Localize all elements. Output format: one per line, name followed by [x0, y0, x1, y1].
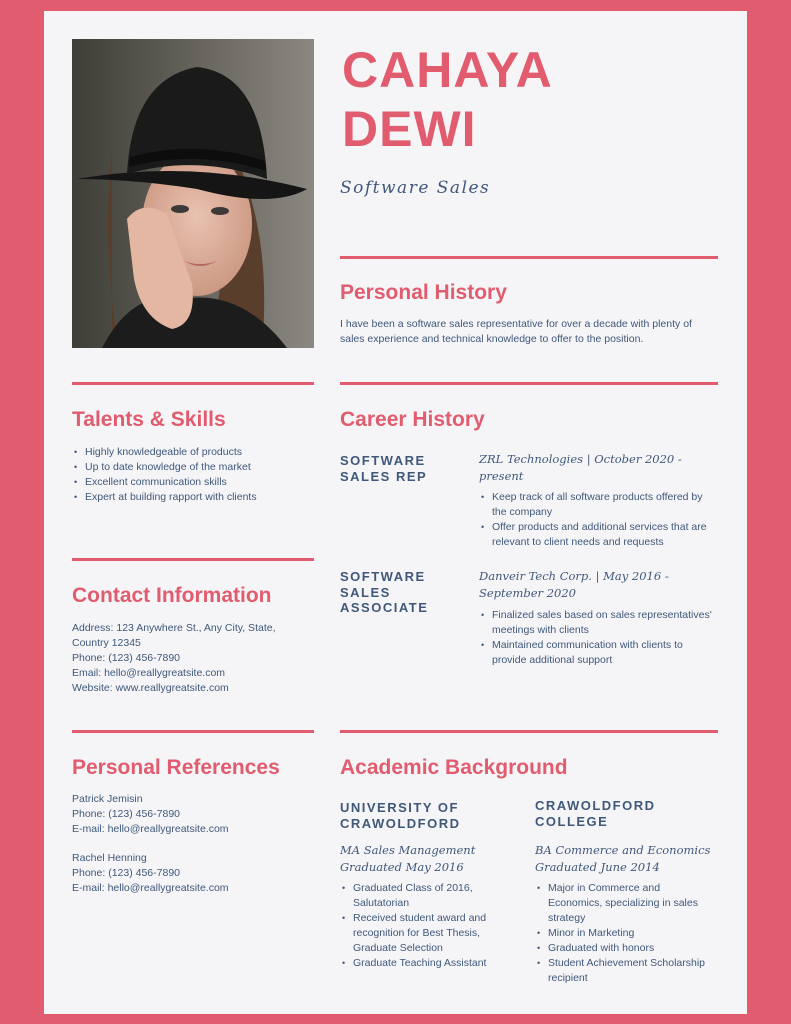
personal-history-text: I have been a software sales representative for over a decade with plenty of sales experience and technical knowledge to offer to the position.	[340, 318, 692, 345]
divider	[72, 558, 314, 561]
school-name-2: CRAWOLDFORD COLLEGE	[535, 798, 656, 829]
contact-info	[72, 621, 297, 696]
job-title-1: SOFTWARE SALES REP	[340, 453, 428, 484]
degree: MA Sales Management	[340, 843, 476, 857]
graduated: Graduated June 2014	[535, 859, 660, 874]
list-item: • Graduated with honors	[535, 941, 715, 956]
list-item: • Maintained communication with clients to provide additional support	[479, 638, 719, 668]
list-item: • Expert at building rapport with clients	[72, 490, 322, 505]
contact-title: Contact Information	[72, 584, 272, 607]
profile-photo	[72, 39, 314, 348]
school-name-1: UNIVERSITY OF CRAWOLDFORD	[340, 800, 461, 831]
reference-2	[72, 851, 312, 896]
personal-history-title: Personal History	[340, 281, 507, 304]
reference-phone: Phone: (123) 456-7890	[72, 867, 180, 879]
list-item: • Major in Commerce and Economics, specializing in sales strategy	[535, 881, 715, 926]
divider	[340, 256, 718, 259]
reference-email: E-mail: hello@reallygreatsite.com	[72, 823, 229, 835]
talents-list	[72, 445, 322, 505]
references-title: Personal References	[72, 756, 280, 779]
reference-1	[72, 792, 312, 837]
contact-phone: Phone: (123) 456-7890	[72, 652, 180, 664]
divider	[72, 730, 314, 733]
reference-name: Rachel Henning	[72, 852, 147, 864]
degree: BA Commerce and Economics	[535, 843, 711, 857]
graduated: Graduated May 2016	[340, 859, 464, 874]
portrait-photo-icon	[72, 39, 314, 348]
divider	[340, 382, 718, 385]
list-item: • Up to date knowledge of the market	[72, 460, 322, 475]
school-degree-2	[535, 842, 720, 875]
job-company-1: ZRL Technologies | October 2020 - present	[479, 452, 682, 483]
list-item: • Graduated Class of 2016, Salutatorian	[340, 881, 510, 911]
list-item: • Excellent communication skills	[72, 475, 322, 490]
list-item: • Finalized sales based on sales representatives' meetings with clients	[479, 608, 719, 638]
job-role: Software Sales	[340, 178, 491, 198]
school-1-highlights	[340, 881, 510, 971]
contact-website: Website: www.reallygreatsite.com	[72, 682, 229, 694]
academic-title: Academic Background	[340, 756, 568, 779]
list-item: • Received student award and recognition for Best Thesis, Graduate Selection	[340, 911, 510, 956]
contact-address: Address: 123 Anywhere St., Any City, State, Country 12345	[72, 622, 276, 649]
name-heading	[342, 41, 553, 159]
list-item: • Student Achievement Scholarship recipient	[535, 956, 715, 986]
reference-phone: Phone: (123) 456-7890	[72, 808, 180, 820]
contact-email: Email: hello@reallygreatsite.com	[72, 667, 226, 679]
list-item: • Highly knowledgeable of products	[72, 445, 322, 460]
career-history-title: Career History	[340, 408, 485, 431]
resume-sheet	[44, 11, 747, 1014]
list-item: • Graduate Teaching Assistant	[340, 956, 510, 971]
job-1-duties	[479, 490, 719, 550]
list-item: • Offer products and additional services that are relevant to client needs and requests	[479, 520, 719, 550]
school-2-highlights	[535, 881, 715, 986]
divider	[72, 382, 314, 385]
job-2-duties	[479, 608, 719, 668]
divider	[340, 730, 718, 733]
reference-name: Patrick Jemisin	[72, 793, 143, 805]
name-first: CAHAYA	[342, 42, 553, 98]
job-title-2: SOFTWARE SALES ASSOCIATE	[340, 569, 429, 615]
name-last: DEWI	[342, 101, 477, 157]
job-company-2: Danveir Tech Corp. | May 2016 - September 2020	[479, 569, 669, 600]
talents-title: Talents & Skills	[72, 408, 226, 431]
reference-email: E-mail: hello@reallygreatsite.com	[72, 882, 229, 894]
school-degree-1	[340, 842, 520, 875]
list-item: • Minor in Marketing	[535, 926, 715, 941]
list-item: • Keep track of all software products offered by the company	[479, 490, 719, 520]
